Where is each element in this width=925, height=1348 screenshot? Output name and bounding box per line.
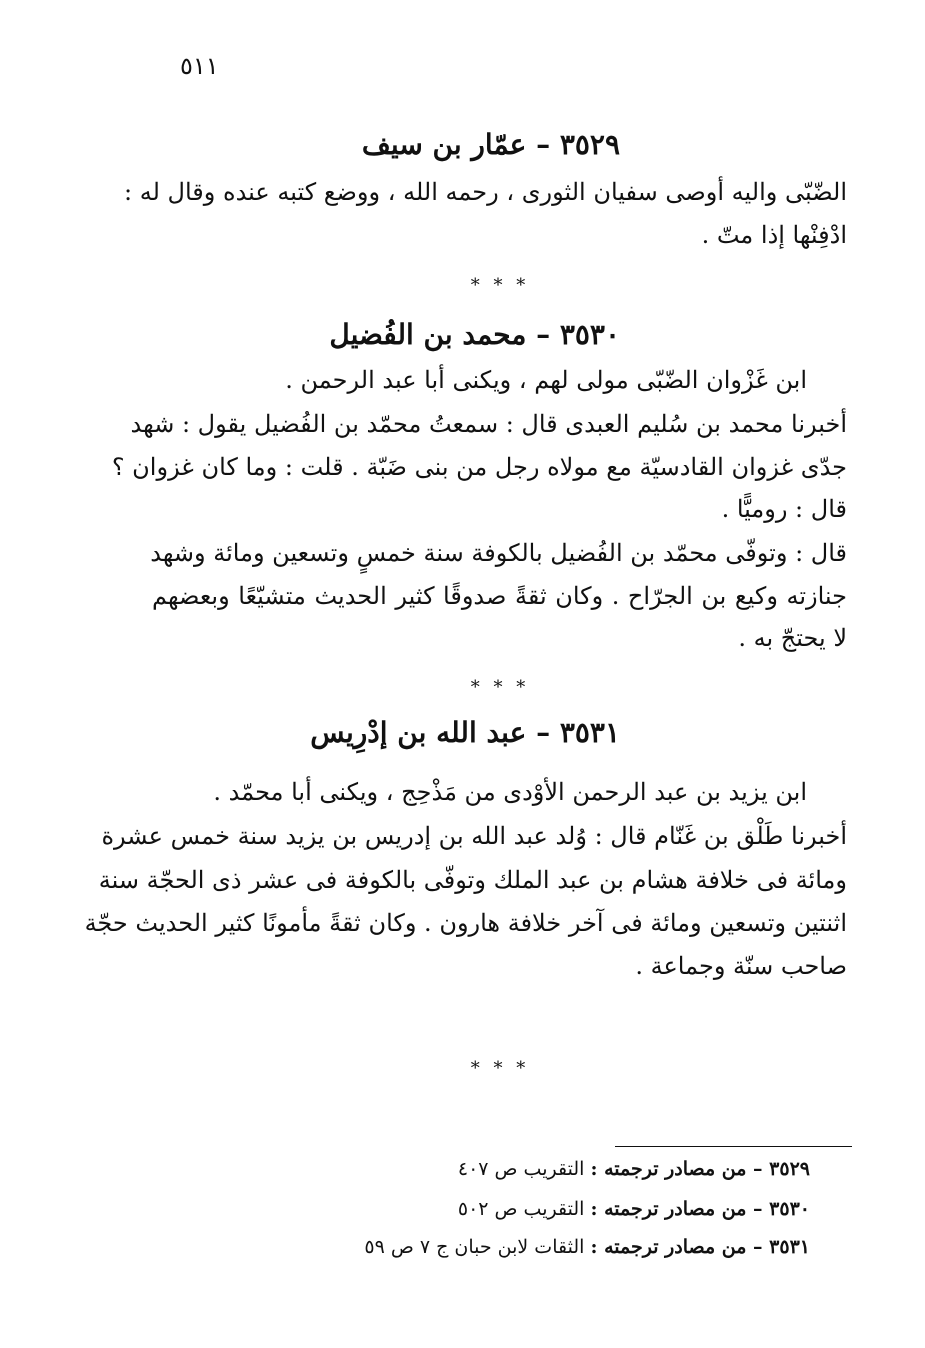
footnote-3530-text: التقريب ص ٥٠٢ (457, 1198, 591, 1220)
footnote-3531-text: الثقات لابن حبان ج ٧ ص ٥٩ (364, 1236, 591, 1258)
section-separator-2: * * * (470, 677, 530, 698)
entry-3530-line-7: لا يحتجّ به . (738, 624, 847, 652)
entry-3529-line-1: الضّبّى واليه أوصى سفيان الثورى ، رحمه الله ، ووضع كتبه عنده وقال له : (124, 178, 847, 206)
footnote-3531 (364, 1236, 810, 1258)
entry-3530-line-3: جدّى غزوان القادسيّة مع مولاه رجل من بنى ضَبّة . قلت : وما كان غزوان ؟ (111, 453, 847, 481)
entry-3530-line-4: قال : روميًّا . (721, 495, 847, 523)
entry-title-3530: ٣٥٣٠ – محمد بن الفُضيل (329, 318, 620, 351)
footnote-3529 (458, 1158, 810, 1180)
footnote-rule (615, 1146, 852, 1147)
entry-3531-line-2: أخبرنا طَلْق بن غَنّام قال : وُلد عبد الله بن إدريس بن يزيد سنة خمس عشرة (101, 822, 847, 850)
entry-title-3531: ٣٥٣١ – عبد الله بن إدْرِيس (310, 716, 620, 749)
footnote-3530-head: ٣٥٣٠ – من مصادر ترجمته : (590, 1198, 810, 1220)
section-separator-1: * * * (470, 275, 530, 296)
entry-3531-line-3: ومائة فى خلافة هشام بن عبد الملك وتوفّى بالكوفة فى عشر ذى الحجّة سنة (98, 866, 847, 894)
page-number: ٥١١ (180, 52, 219, 80)
entry-3530-line-6: جنازته وكيع بن الجرّاح . وكان ثقةً صدوقًا كثير الحديث متشيّعًا وبعضهم (152, 582, 847, 610)
entry-3530-line-2: أخبرنا محمد بن سُليم العبدى قال : سمعتُ محمّد بن الفُضيل يقول : شهد (130, 410, 847, 438)
footnote-3529-head: ٣٥٢٩ – من مصادر ترجمته : (590, 1158, 810, 1180)
footnote-3530 (458, 1198, 810, 1220)
entry-3529-line-2: ادْفِنْها إذا متّ . (701, 221, 847, 249)
entry-3530-line-5: قال : وتوفّى محمّد بن الفُضيل بالكوفة سنة خمسٍ وتسعين ومائة وشهد (150, 539, 847, 567)
entry-3531-line-1: ابن يزيد بن عبد الرحمن الأوْدى من مَذْحِج ، ويكنى أبا محمّد . (213, 778, 807, 806)
entry-title-3529: ٣٥٢٩ – عمّار بن سيف (361, 128, 620, 161)
footnote-3529-text: التقريب ص ٤٠٧ (457, 1158, 591, 1180)
entry-3531-line-5: صاحب سنّة وجماعة . (635, 952, 847, 980)
entry-3530-line-1: ابن غَزْوان الضّبّى مولى لهم ، ويكنى أبا عبد الرحمن . (285, 366, 807, 394)
entry-3531-line-4: اثنتين وتسعين ومائة فى آخر خلافة هارون . وكان ثقةً مأمونًا كثير الحديث حجّة (84, 909, 847, 937)
footnote-3531-head: ٣٥٣١ – من مصادر ترجمته : (590, 1236, 810, 1258)
section-separator-3: * * * (470, 1058, 530, 1079)
